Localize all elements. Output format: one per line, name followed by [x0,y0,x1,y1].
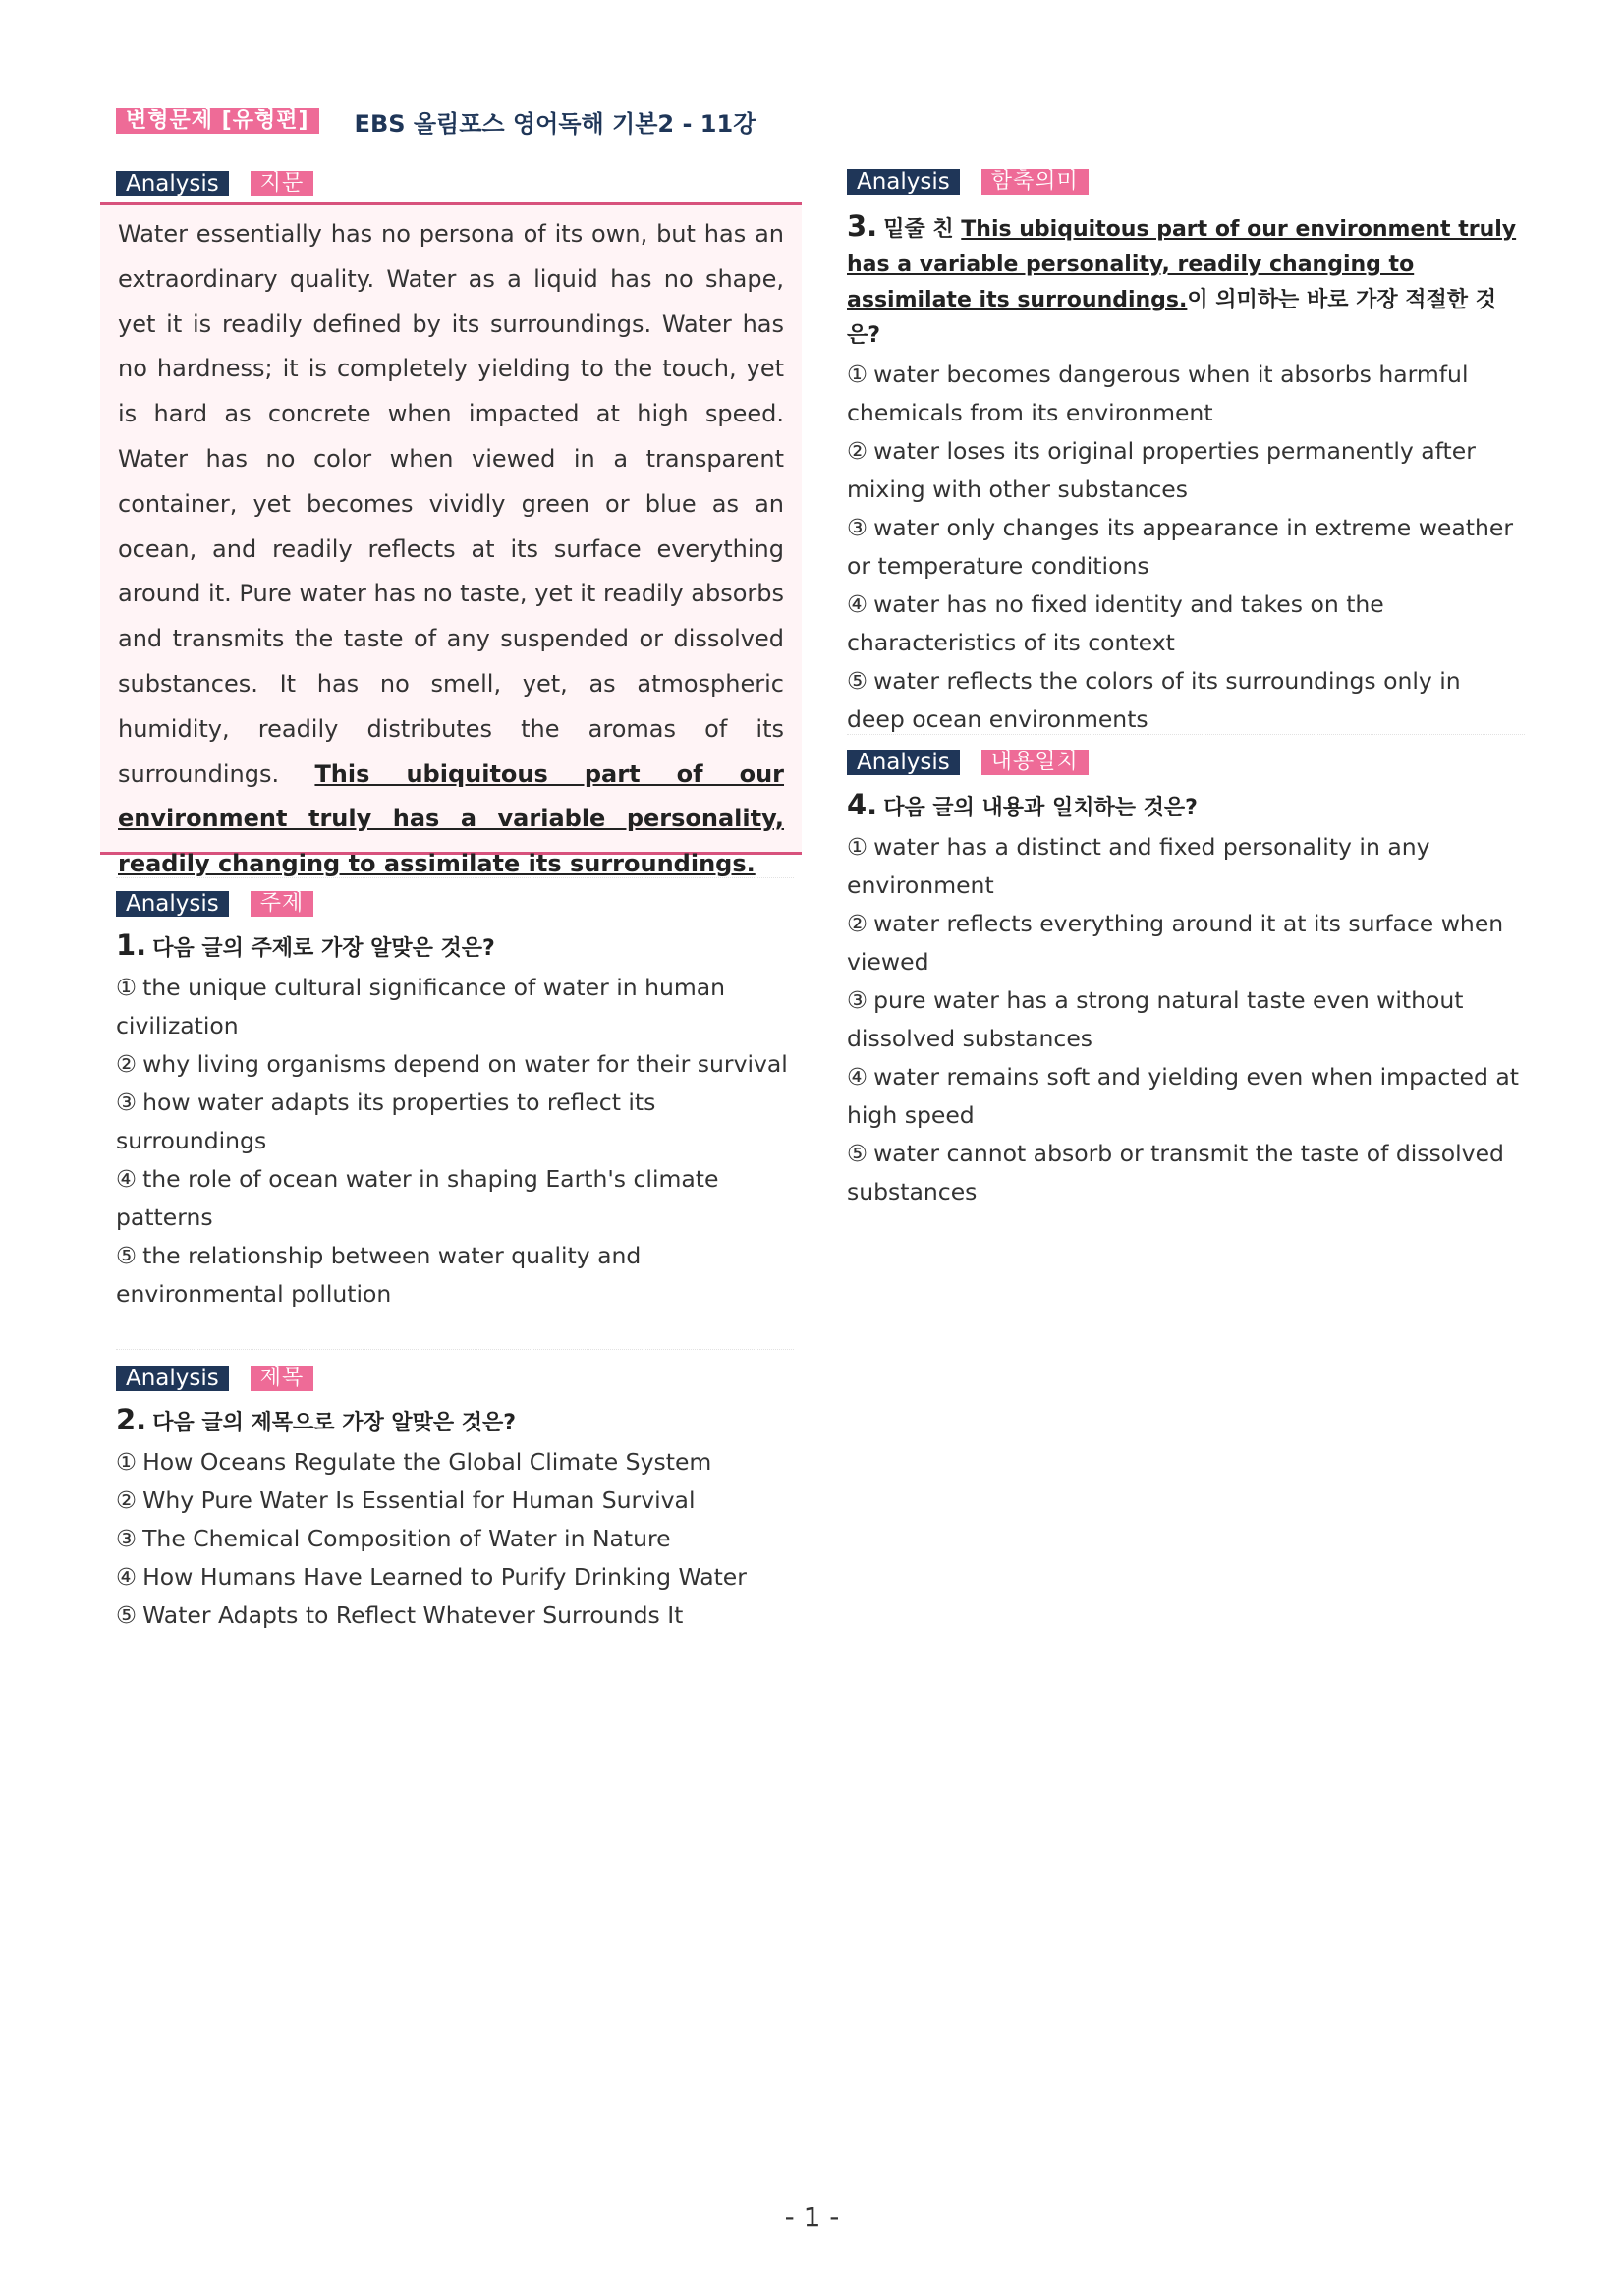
q2-option-1[interactable] [116,1443,794,1482]
option-text: the role of ocean water in shaping Earth's climate patterns [116,1165,719,1231]
q4-type-tag: 내용일치 [981,750,1089,775]
analysis-tag: Analysis [116,1366,229,1391]
option-mark: ③ [847,986,868,1014]
option-text: water becomes dangerous when it absorbs harmful chemicals from its environment [847,361,1469,426]
analysis-tag: Analysis [116,891,229,917]
q1-options [116,969,794,1314]
q1-option-1[interactable] [116,969,794,1045]
option-text: water reflects the colors of its surroundings only in deep ocean environments [847,667,1461,733]
option-text: water reflects everything around it at its surface when viewed [847,910,1504,976]
q2-option-5[interactable] [116,1596,794,1635]
q3-prompt-prefix: 밑줄 친 [883,217,962,242]
q2-type-tag: 제목 [251,1366,314,1391]
q1-option-5[interactable] [116,1237,794,1314]
q1-option-2[interactable] [116,1045,794,1084]
q1-type-tag: 주제 [251,891,314,917]
q4-options [847,828,1525,1211]
option-text: water has no fixed identity and takes on the characteristics of its context [847,590,1384,656]
option-mark: ① [847,833,868,861]
header-title: EBS 올림포스 영어독해 기본2 - 11강 [354,109,756,138]
option-mark: ③ [847,514,868,541]
option-mark: ③ [116,1089,138,1116]
divider [847,734,1525,735]
passage-text [118,212,784,887]
q1-label [116,891,313,917]
q4-option-1[interactable] [847,828,1525,905]
q4-prompt: 다음 글의 내용과 일치하는 것은? [883,796,1198,820]
q3-title [847,208,1525,354]
passage-label [116,171,313,196]
q2-option-2[interactable] [116,1482,794,1520]
question-3 [847,208,1525,739]
option-text: Water Adapts to Reflect Whatever Surrounds It [142,1601,684,1629]
option-text: water cannot absorb or transmit the taste of dissolved substances [847,1140,1504,1205]
q1-option-3[interactable] [116,1084,794,1160]
q3-option-4[interactable] [847,586,1525,662]
header-tag: 변형문제 [유형편] [116,108,319,134]
q4-option-5[interactable] [847,1135,1525,1211]
option-text: How Humans Have Learned to Purify Drinking Water [142,1563,747,1591]
option-text: pure water has a strong natural taste even without dissolved substances [847,986,1464,1052]
option-mark: ③ [116,1525,138,1552]
q2-option-4[interactable] [116,1558,794,1596]
option-text: water only changes its appearance in extreme weather or temperature conditions [847,514,1514,580]
q4-option-2[interactable] [847,905,1525,981]
analysis-tag: Analysis [847,750,960,775]
analysis-tag: Analysis [847,169,960,195]
option-text: how water adapts its properties to reflect its surroundings [116,1089,656,1154]
page-header [116,106,756,136]
q1-number: 1. [116,928,147,962]
question-2 [116,1402,794,1635]
divider [116,877,794,878]
q3-label [847,169,1089,195]
q1-title [116,927,794,967]
option-mark: ④ [847,590,868,618]
q3-option-1[interactable] [847,356,1525,432]
q4-title [847,787,1525,826]
page-number: - 1 - [784,2201,840,2233]
option-text: why living organisms depend on water for their survival [142,1050,788,1078]
question-4 [847,787,1525,1211]
option-text: The Chemical Composition of Water in Nature [142,1525,671,1552]
divider [116,1349,794,1350]
q4-option-4[interactable] [847,1058,1525,1135]
option-text: the relationship between water quality and environmental pollution [116,1242,642,1308]
q3-underlined-phrase: This ubiquitous part of our environment truly has a variable personality, readily changing to assimilate its surroundings. [847,217,1517,312]
option-text: How Oceans Regulate the Global Climate System [142,1448,712,1476]
question-1 [116,927,794,1314]
q1-prompt: 다음 글의 주제로 가장 알맞은 것은? [152,936,495,961]
option-text: water loses its original properties permanently after mixing with other substances [847,437,1476,503]
q2-prompt: 다음 글의 제목으로 가장 알맞은 것은? [152,1411,517,1435]
option-mark: ⑤ [116,1242,138,1269]
passage-tag: 지문 [251,171,314,196]
option-mark: ① [847,361,868,388]
q2-label [116,1366,313,1391]
passage-body: Water essentially has no persona of its own, but has an extraordinary quality. Water as a liquid has no shape, yet it is readily defined by its surroundings. Water has no hardness; it is completely yielding to the touch, yet is hard as concrete when impacted at high speed. Water has no color when viewed in a transparent container, yet becomes vividly green or blue as an ocean, and readily reflects at its surface everything around it. Pure water has no taste, yet it readily absorbs and transmits the taste of any suspended or dissolved substances. It has no smell, yet, as atmospheric humidity, readily distributes the aromas of its surroundings. [118,220,784,788]
q3-options [847,356,1525,739]
q3-option-2[interactable] [847,432,1525,509]
option-mark: ④ [116,1165,138,1193]
q4-option-3[interactable] [847,981,1525,1058]
passage-box [100,202,802,878]
option-mark: ② [116,1486,138,1514]
q4-label [847,750,1089,775]
q2-title [116,1402,794,1441]
option-text: water remains soft and yielding even when impacted at high speed [847,1063,1519,1129]
option-text: the unique cultural significance of water in human civilization [116,974,726,1039]
option-mark: ⑤ [847,667,868,695]
option-mark: ④ [847,1063,868,1091]
q3-type-tag: 함축의미 [981,169,1089,195]
q3-number: 3. [847,209,878,243]
option-mark: ② [116,1050,138,1078]
option-mark: ② [847,437,868,465]
q3-option-3[interactable] [847,509,1525,586]
q1-option-4[interactable] [116,1160,794,1237]
passage-underlined-sentence: This ubiquitous part of our environment truly has a variable personality, readily changing to assimilate its surroundings. [118,759,785,878]
option-mark: ④ [116,1563,138,1591]
analysis-tag: Analysis [116,171,229,196]
option-text: Why Pure Water Is Essential for Human Survival [142,1486,696,1514]
q4-number: 4. [847,788,878,821]
option-mark: ① [116,974,138,1001]
q3-option-5[interactable] [847,662,1525,739]
q2-options [116,1443,794,1635]
option-mark: ⑤ [847,1140,868,1167]
option-text: water has a distinct and fixed personality in any environment [847,833,1430,899]
option-mark: ② [847,910,868,937]
q2-option-3[interactable] [116,1520,794,1558]
q2-number: 2. [116,1403,147,1436]
option-mark: ① [116,1448,138,1476]
q3-prompt-suffix: 이 의미하는 바로 가장 적절한 것은? [847,288,1496,348]
option-mark: ⑤ [116,1601,138,1629]
